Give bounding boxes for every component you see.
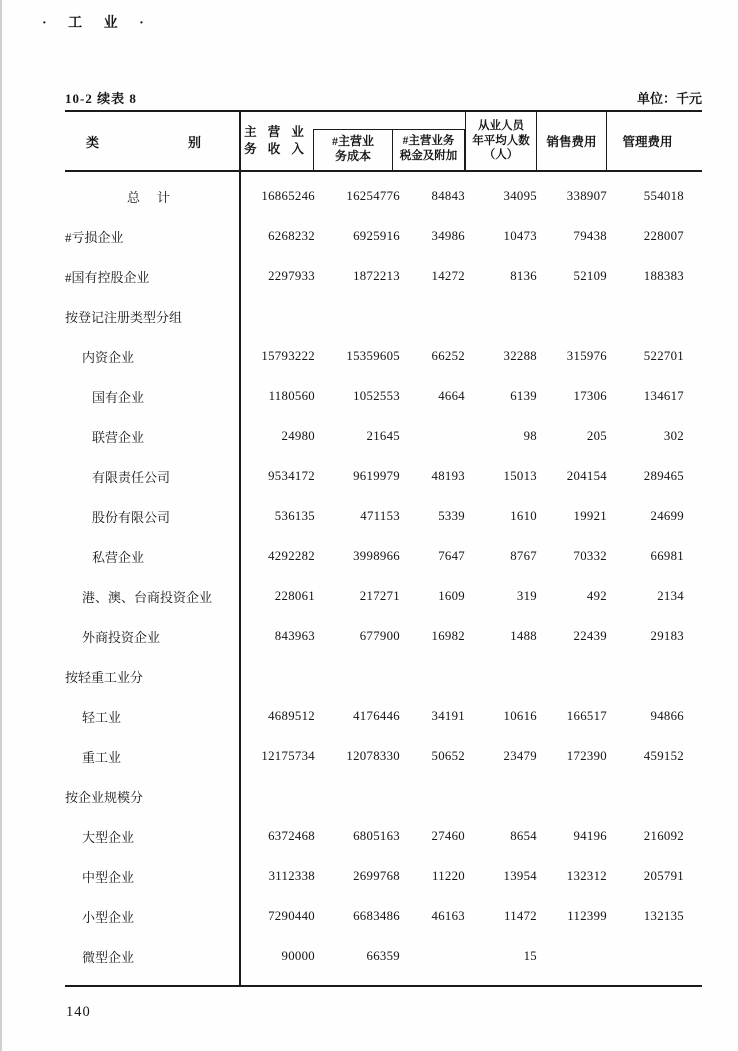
cell-value: 228061 [274, 588, 315, 603]
cell-value: 16865246 [261, 188, 315, 203]
cell-value: 522701 [643, 348, 684, 363]
cell-value: 132135 [643, 908, 684, 923]
cell-value: 1488 [510, 628, 537, 643]
cell-value: 34095 [503, 188, 537, 203]
cell-value: 13954 [503, 868, 537, 883]
table-row [65, 336, 702, 376]
cell-value: 1610 [510, 508, 537, 523]
header-employees-line3: （人） [483, 149, 519, 161]
cell-value: 34191 [431, 708, 465, 723]
header-cost-line2: 务成本 [334, 149, 371, 163]
cell-value: 677900 [359, 628, 400, 643]
cell-value: 204154 [566, 468, 607, 483]
table-row [65, 176, 702, 216]
page-number: 140 [66, 1004, 91, 1020]
row-label: 有限责任公司 [92, 469, 171, 485]
cell-value: 16982 [431, 628, 465, 643]
table-row [65, 576, 702, 616]
row-label: 按轻重工业分 [65, 669, 144, 685]
table-row [65, 856, 702, 896]
cell-value: 554018 [643, 188, 684, 203]
cell-value: 5339 [438, 508, 465, 523]
cell-value: 4664 [438, 388, 465, 403]
cell-value: 15359605 [346, 348, 400, 363]
table-row [65, 496, 702, 536]
header-employees-line2: 年平均人数 [472, 134, 530, 147]
cell-value: 4292282 [268, 548, 315, 563]
cell-value: 228007 [643, 228, 684, 243]
table-row [65, 816, 702, 856]
cell-value: 3998966 [353, 548, 400, 563]
header-selling-expenses: 销售费用 [537, 112, 607, 170]
cell-value: 14272 [431, 268, 465, 283]
row-label: 国有企业 [92, 389, 145, 405]
row-label: 股份有限公司 [92, 509, 171, 525]
row-label: 中型企业 [82, 869, 135, 885]
cell-value: 8654 [510, 828, 537, 843]
table-row [65, 456, 702, 496]
row-label: 按登记注册类型分组 [65, 309, 183, 325]
cell-value: 4176446 [353, 708, 400, 723]
cell-value: 10473 [503, 228, 537, 243]
cell-value: 52109 [573, 268, 607, 283]
cell-value: 66252 [431, 348, 465, 363]
cell-value: 7647 [438, 548, 465, 563]
cell-value: 6683486 [353, 908, 400, 923]
table-row [65, 376, 702, 416]
cell-value: 11220 [431, 868, 465, 883]
cell-value: 29183 [650, 628, 684, 643]
cell-value: 1052553 [353, 388, 400, 403]
row-label: 外商投资企业 [82, 629, 161, 645]
cell-value: 9619979 [353, 468, 400, 483]
cell-value: 8767 [510, 548, 537, 563]
row-label: 按企业规模分 [65, 789, 144, 805]
header-tax-line2: 税金及附加 [399, 150, 458, 162]
header-cost-line1: #主营业 [331, 134, 374, 148]
cell-value: 27460 [431, 828, 465, 843]
section-header: · 工 业 · [42, 16, 153, 31]
cell-value: 16254776 [346, 188, 400, 203]
cell-value: 79438 [573, 228, 607, 243]
row-label: #亏损企业 [65, 229, 124, 245]
table-unit-label: 单位：千元 [636, 91, 702, 106]
cell-value: 536135 [274, 508, 315, 523]
cell-value: 34986 [431, 228, 465, 243]
header-admin-expenses: 管理费用 [622, 135, 673, 149]
header-tax-line1: #主营业务 [402, 135, 455, 147]
cell-value: 289465 [643, 468, 684, 483]
cell-value: 134617 [643, 388, 684, 403]
cell-value: 21645 [366, 428, 400, 443]
table-row [65, 416, 702, 456]
cell-value: 84843 [431, 188, 465, 203]
header-employees-line1: 从业人员 [478, 120, 524, 132]
header-category-char-right: 别 [187, 134, 201, 150]
header-tax-surcharge [392, 129, 465, 170]
table-title: 10-2 续表 8 [65, 91, 137, 106]
table-row [65, 896, 702, 936]
table-row [65, 736, 702, 776]
cell-value: 1872213 [353, 268, 400, 283]
cell-value: 217271 [359, 588, 400, 603]
table-header-row [65, 112, 702, 172]
row-label: 重工业 [82, 749, 122, 765]
cell-value: 6372468 [268, 828, 315, 843]
row-label: 私营企业 [92, 549, 145, 565]
cell-value: 19921 [573, 508, 607, 523]
cell-value: 1180560 [268, 388, 315, 403]
row-label: 联营企业 [92, 429, 145, 445]
cell-value: 90000 [281, 948, 315, 963]
cell-value: 10616 [503, 708, 537, 723]
cell-value: 2699768 [353, 868, 400, 883]
cell-value: 48193 [431, 468, 465, 483]
header-revenue-line2: 务 收 入 [244, 142, 308, 156]
table-row [65, 936, 702, 976]
cell-value: 205791 [643, 868, 684, 883]
header-avg-employees [465, 112, 537, 170]
cell-value: 6805163 [353, 828, 400, 843]
table-row [65, 616, 702, 656]
cell-value: 188383 [643, 268, 684, 283]
statistics-table [65, 110, 702, 987]
cell-value: 302 [663, 428, 684, 443]
cell-value: 843963 [274, 628, 315, 643]
table-row [65, 216, 702, 256]
header-main-business-revenue [239, 112, 313, 170]
cell-value: 205 [586, 428, 607, 443]
cell-value: 2297933 [268, 268, 315, 283]
cell-value: 7290440 [268, 908, 315, 923]
cell-value: 12078330 [346, 748, 400, 763]
row-label: 微型企业 [82, 949, 135, 965]
cell-value: 66359 [366, 948, 400, 963]
cell-value: 11472 [503, 908, 537, 923]
cell-value: 2134 [657, 588, 684, 603]
cell-value: 172390 [566, 748, 607, 763]
cell-value: 6268232 [268, 228, 315, 243]
row-label: 轻工业 [82, 709, 122, 725]
cell-value: 17306 [573, 388, 607, 403]
cell-value: 1609 [438, 588, 465, 603]
cell-value: 12175734 [261, 748, 315, 763]
cell-value: 94196 [573, 828, 607, 843]
cell-value: 15793222 [261, 348, 315, 363]
cell-value: 216092 [643, 828, 684, 843]
table-row [65, 536, 702, 576]
table-row [65, 656, 702, 696]
cell-value: 24699 [650, 508, 684, 523]
row-label: 总 计 [127, 189, 173, 205]
cell-value: 4689512 [268, 708, 315, 723]
cell-value: 459152 [643, 748, 684, 763]
row-label: 小型企业 [82, 909, 135, 925]
header-revenue-line1: 主 营 业 [244, 125, 308, 139]
cell-value: 15 [523, 948, 537, 963]
cell-value: 112399 [567, 908, 607, 923]
table-caption [65, 88, 702, 107]
cell-value: 319 [516, 588, 537, 603]
cell-value: 6139 [510, 388, 537, 403]
cell-value: 98 [523, 428, 537, 443]
cell-value: 66981 [650, 548, 684, 563]
cell-value: 471153 [360, 508, 400, 523]
column-divider-line [239, 112, 241, 985]
row-label: 港、澳、台商投资企业 [82, 589, 213, 605]
header-main-business-cost [313, 129, 392, 170]
cell-value: 50652 [431, 748, 465, 763]
row-label: 大型企业 [82, 829, 135, 845]
table-row [65, 696, 702, 736]
cell-value: 3112338 [268, 868, 315, 883]
cell-value: 15013 [503, 468, 537, 483]
table-row [65, 296, 702, 336]
cell-value: 70332 [573, 548, 607, 563]
table-body [65, 172, 702, 976]
cell-value: 166517 [566, 708, 607, 723]
cell-value: 46163 [431, 908, 465, 923]
table-row [65, 776, 702, 816]
cell-value: 94866 [650, 708, 684, 723]
cell-value: 338907 [566, 188, 607, 203]
row-label: 内资企业 [82, 349, 135, 365]
header-category [65, 112, 239, 170]
cell-value: 6925916 [353, 228, 400, 243]
cell-value: 23479 [503, 748, 537, 763]
cell-value: 315976 [566, 348, 607, 363]
cell-value: 22439 [573, 628, 607, 643]
cell-value: 492 [586, 588, 607, 603]
table-row [65, 256, 702, 296]
row-label: #国有控股企业 [65, 269, 150, 285]
cell-value: 132312 [566, 868, 607, 883]
cell-value: 9534172 [268, 468, 315, 483]
header-category-char-left: 类 [86, 134, 100, 150]
cell-value: 8136 [510, 268, 537, 283]
cell-value: 32288 [503, 348, 537, 363]
cell-value: 24980 [281, 428, 315, 443]
